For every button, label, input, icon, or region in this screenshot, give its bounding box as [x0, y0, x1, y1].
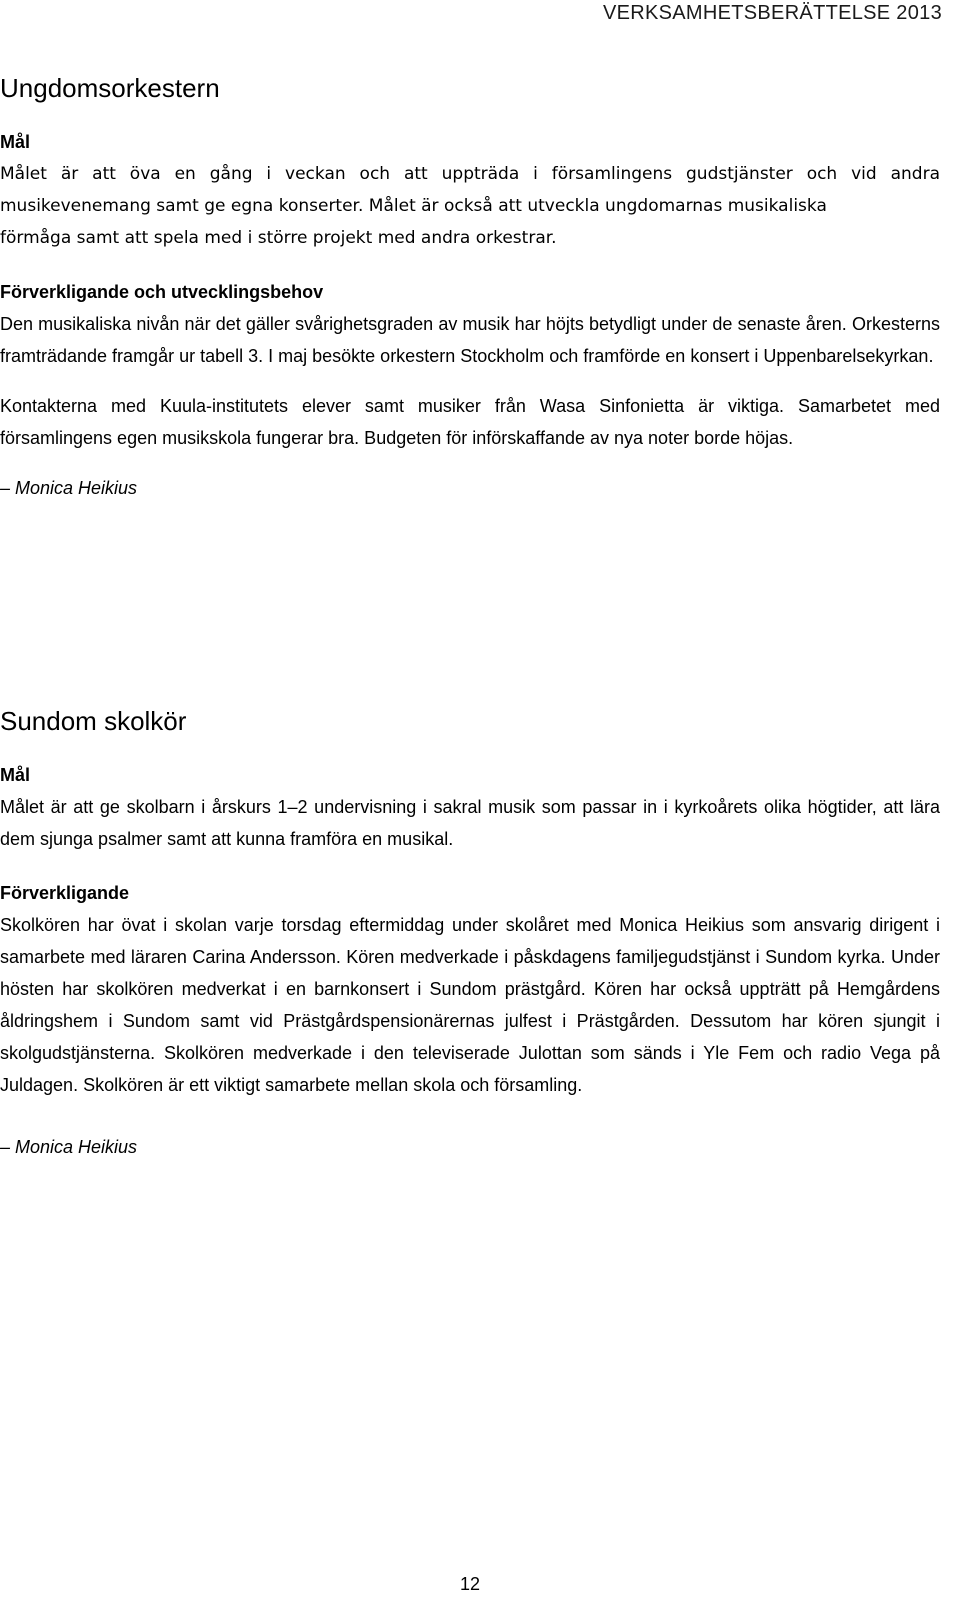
goal-heading: Mål [0, 132, 31, 152]
goal-heading: Mål [0, 765, 31, 785]
goal-text-continued: förmåga samt att spela med i större projekt med andra orkestrar. [0, 228, 557, 248]
implementation-paragraph: Skolkören har övat i skolan varje torsdag eftermiddag under skolåret med Monica Heikius som ansvarig dirigent i samarbete med läraren Carina Andersson. Kören medverkade i påskdagens familjegudstjänst i Sundom kyrka. Under hösten har skolkören medverkat i en barnkonsert i Sundom prästgård. Kören har också uppträtt på Hemgårdens åldringshem i Sundom samt vid Prästgårdspensionärernas julfest i Prästgården. Dessutom har kören sjungit i skolgudstjänsterna. Skolkören medverkade i den televiserade Julottan som sänds i Yle Fem och radio Vega på Juldagen. Skolkören är ett viktigt samarbete mellan skola och församling. [0, 915, 940, 1095]
implementation-heading: Förverkligande [0, 883, 130, 903]
section-ungdomsorkestern [0, 72, 940, 504]
signature: – Monica Heikius [0, 478, 138, 498]
section-sundom-skolkor [0, 705, 940, 1163]
section-title: Ungdomsorkestern [0, 73, 220, 103]
implementation-heading: Förverkligande och utvecklingsbehov [0, 282, 324, 302]
page-number: 12 [459, 1574, 481, 1594]
page-header: VERKSAMHETSBERÄTTELSE 2013 [602, 2, 942, 24]
implementation-paragraph: Den musikaliska nivån när det gäller svårighetsgraden av musik har höjts betydligt under de senaste åren. Orkesterns framträdande framgår ur tabell 3. I maj besökte orkestern Stockholm och framförde en konsert i Uppenbarelsekyrkan. [0, 314, 940, 366]
goal-text: Målet är att ge skolbarn i årskurs 1–2 undervisning i sakral musik som passar in i kyrkoårets olika högtider, att lära dem sjunga psalmer samt att kunna framföra en musikal. [0, 797, 940, 849]
signature: – Monica Heikius [0, 1137, 138, 1157]
goal-text: Målet är att öva en gång i veckan och att uppträda i församlingens gudstjänster och vid andra musikevenemang samt ge egna konserter. Målet är också att utveckla ungdomarnas musikaliska [0, 164, 940, 216]
implementation-paragraph: Kontakterna med Kuula-institutets elever samt musiker från Wasa Sinfonietta är viktiga. Samarbetet med församlingens egen musikskola fungerar bra. Budgeten för införskaffande av nya noter borde höjas. [0, 396, 940, 448]
section-title: Sundom skolkör [0, 706, 187, 736]
